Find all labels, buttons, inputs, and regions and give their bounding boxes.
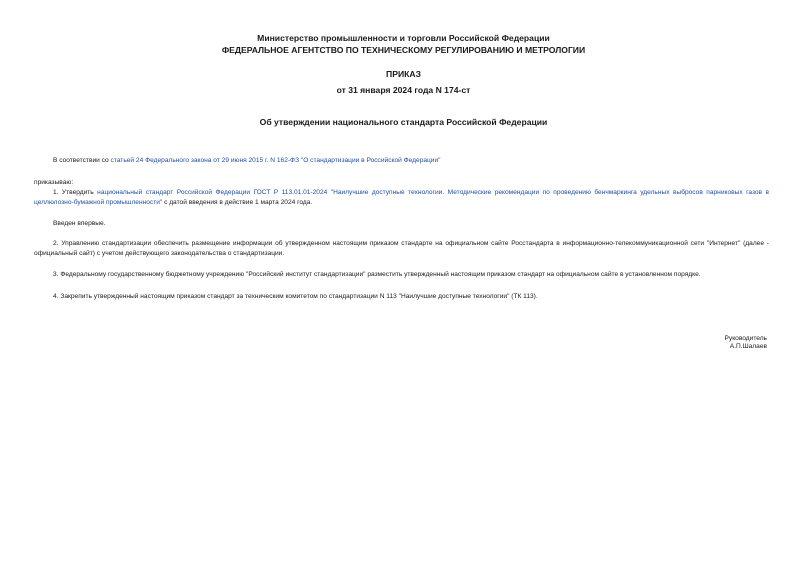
agency-name: ФЕДЕРАЛЬНОЕ АГЕНТСТВО ПО ТЕХНИЧЕСКОМУ РЕГУЛИРОВАНИЮ И МЕТРОЛОГИИ <box>221 45 586 55</box>
signatory-role: Руководитель <box>724 335 767 342</box>
document-type: ПРИКАЗ <box>386 69 421 79</box>
item-1-paragraph <box>34 188 769 208</box>
signatory-name: А.П.Шалаев <box>729 343 767 350</box>
item-4-paragraph: 4. Закрепить утвержденный настоящим приказом стандарт за техническим комитетом по стандартизации N 113 "Наилучшие доступные технологии" (ТК 113). <box>53 293 538 300</box>
document-title: Об утверждении национального стандарта Российской Федерации <box>259 117 548 127</box>
item-3-paragraph: 3. Федеральному государственному бюджетному учреждению "Российский институт стандартизации" разместить утвержденный настоящим приказом стандарт на официальном сайте в установленном порядке. <box>53 271 701 278</box>
introduced-note: Введен впервые. <box>53 220 106 227</box>
law-link[interactable]: статьей 24 Федерального закона от 29 июня 2015 г. N 162-ФЗ "О стандартизации в Российской Федерации" <box>110 157 441 164</box>
ministry-name: Министерство промышленности и торговли Российской Федерации <box>257 33 550 43</box>
item-2-paragraph: 2. Управлению стандартизации обеспечить размещение информации об утвержденном настоящим приказом стандарте на официальном сайте Росстандарта в информационно-телекоммуникационной сети "Интернет" (далее - официальный сайт) с учетом действующего законодательства о стандартизации. <box>34 240 769 257</box>
basis-prefix: В соответствии со <box>53 157 111 164</box>
order-word: приказываю: <box>34 179 74 186</box>
document-date-number: от 31 января 2024 года N 174-ст <box>336 85 471 95</box>
item-1-suffix: с датой введения в действие 1 марта 2024 года. <box>162 199 313 206</box>
standard-link[interactable]: национальный стандарт Российской Федерации ГОСТ Р 113.01.01-2024 "Наилучшие доступные технологии. Методические рекомендации по проведению бенчмаркинга удельных выбросов парниковых газов в целлюлозно-бумажной промышленности" <box>34 189 769 206</box>
basis-paragraph <box>34 156 769 166</box>
item-1-prefix: 1. Утвердить <box>53 189 98 196</box>
